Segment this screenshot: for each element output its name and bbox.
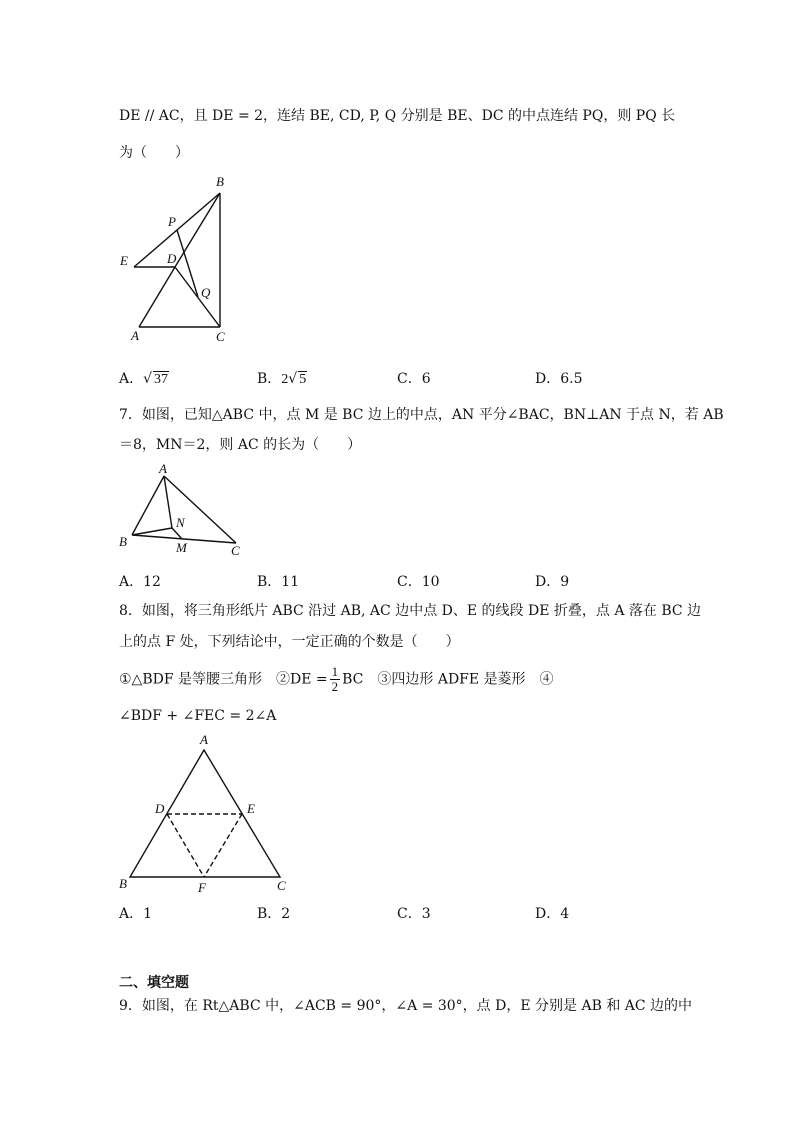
q8-line3-part-a: ①△BDF 是等腰三角形 ②DE =	[119, 671, 328, 688]
q7-label-B: B	[119, 534, 127, 549]
q8-option-b[interactable]: B．2	[257, 906, 291, 922]
q6-label-E: E	[120, 253, 128, 268]
q7-figure	[112, 460, 262, 560]
q6-option-b-coef: 2	[281, 372, 289, 387]
q8-text-line3	[119, 665, 554, 694]
q8-text-line2: 上的点 F 处，下列结论中，一定正确的个数是（ ）	[119, 634, 460, 650]
q7-label-N: N	[176, 515, 185, 530]
sqrt-icon: √	[143, 371, 153, 387]
fraction-numerator: 1	[331, 664, 339, 679]
q6-label-A: A	[131, 328, 139, 343]
q6-option-c[interactable]: C．6	[397, 371, 431, 387]
q6-label-C: C	[216, 329, 225, 344]
q7-text-line2: ＝8，MN＝2，则 AC 的长为（ ）	[119, 437, 362, 453]
q6-option-b-value: 5	[299, 372, 307, 387]
q7-text-line1: 7．如图，已知△ABC 中，点 M 是 BC 边上的中点，AN 平分∠BAC，BN⊥AN 于点 N，若 AB	[119, 407, 724, 423]
q8-line3-part-b: BC ③四边形 ADFE 是菱形 ④	[342, 671, 554, 688]
q8-label-C: C	[277, 878, 286, 893]
q7-label-M: M	[176, 540, 187, 555]
q7-option-b[interactable]: B．11	[257, 574, 300, 590]
q8-option-d[interactable]: D．4	[535, 906, 570, 922]
q7-label-A: A	[159, 461, 167, 476]
q8-label-A: A	[200, 732, 208, 747]
q9-text-line1: 9．如图，在 Rt△ABC 中，∠ACB = 90°，∠A = 30°，点 D，E 分别是 AB 和 AC 边的中	[119, 998, 693, 1014]
q6-text-line2: 为（ ）	[119, 145, 189, 161]
q6-option-d[interactable]: D．6.5	[535, 371, 583, 387]
q8-text-line4: ∠BDF + ∠FEC = 2∠A	[119, 708, 277, 724]
q6-option-a[interactable]	[119, 368, 169, 388]
q8-figure	[112, 728, 312, 898]
q8-label-D: D	[155, 801, 165, 816]
q6-option-b-prefix: B．	[257, 371, 282, 387]
sqrt-icon: √	[288, 371, 298, 387]
q8-text-line1: 8．如图，将三角形纸片 ABC 沿过 AB, AC 边中点 D、E 的线段 DE 折叠，点 A 落在 BC 边	[119, 603, 702, 619]
q7-option-d[interactable]: D．9	[535, 574, 570, 590]
q8-option-c[interactable]: C．3	[397, 906, 431, 922]
q6-option-b[interactable]	[257, 368, 307, 388]
q6-text-line1: DE // AC，且 DE = 2，连结 BE, CD, P, Q 分别是 BE、DC 的中点连结 PQ，则 PQ 长	[119, 108, 676, 124]
one-half-fraction	[330, 665, 341, 694]
q8-option-a[interactable]: A．1	[119, 906, 153, 922]
q6-label-B: B	[216, 174, 224, 189]
q6-option-a-prefix: A．	[119, 371, 144, 387]
q6-label-Q: Q	[201, 285, 211, 300]
q8-label-E: E	[247, 801, 255, 816]
q8-label-B: B	[119, 876, 127, 891]
q6-option-a-value: 37	[154, 372, 169, 387]
q8-label-F: F	[198, 880, 206, 895]
section-title: 二、填空题	[119, 975, 189, 991]
q7-option-c[interactable]: C．10	[397, 574, 440, 590]
q6-label-D: D	[167, 251, 177, 266]
q7-option-a[interactable]: A．12	[119, 574, 161, 590]
q7-label-C: C	[231, 543, 240, 558]
q6-label-P: P	[168, 214, 176, 229]
fraction-denominator: 2	[331, 679, 339, 694]
q6-figure	[110, 170, 260, 350]
